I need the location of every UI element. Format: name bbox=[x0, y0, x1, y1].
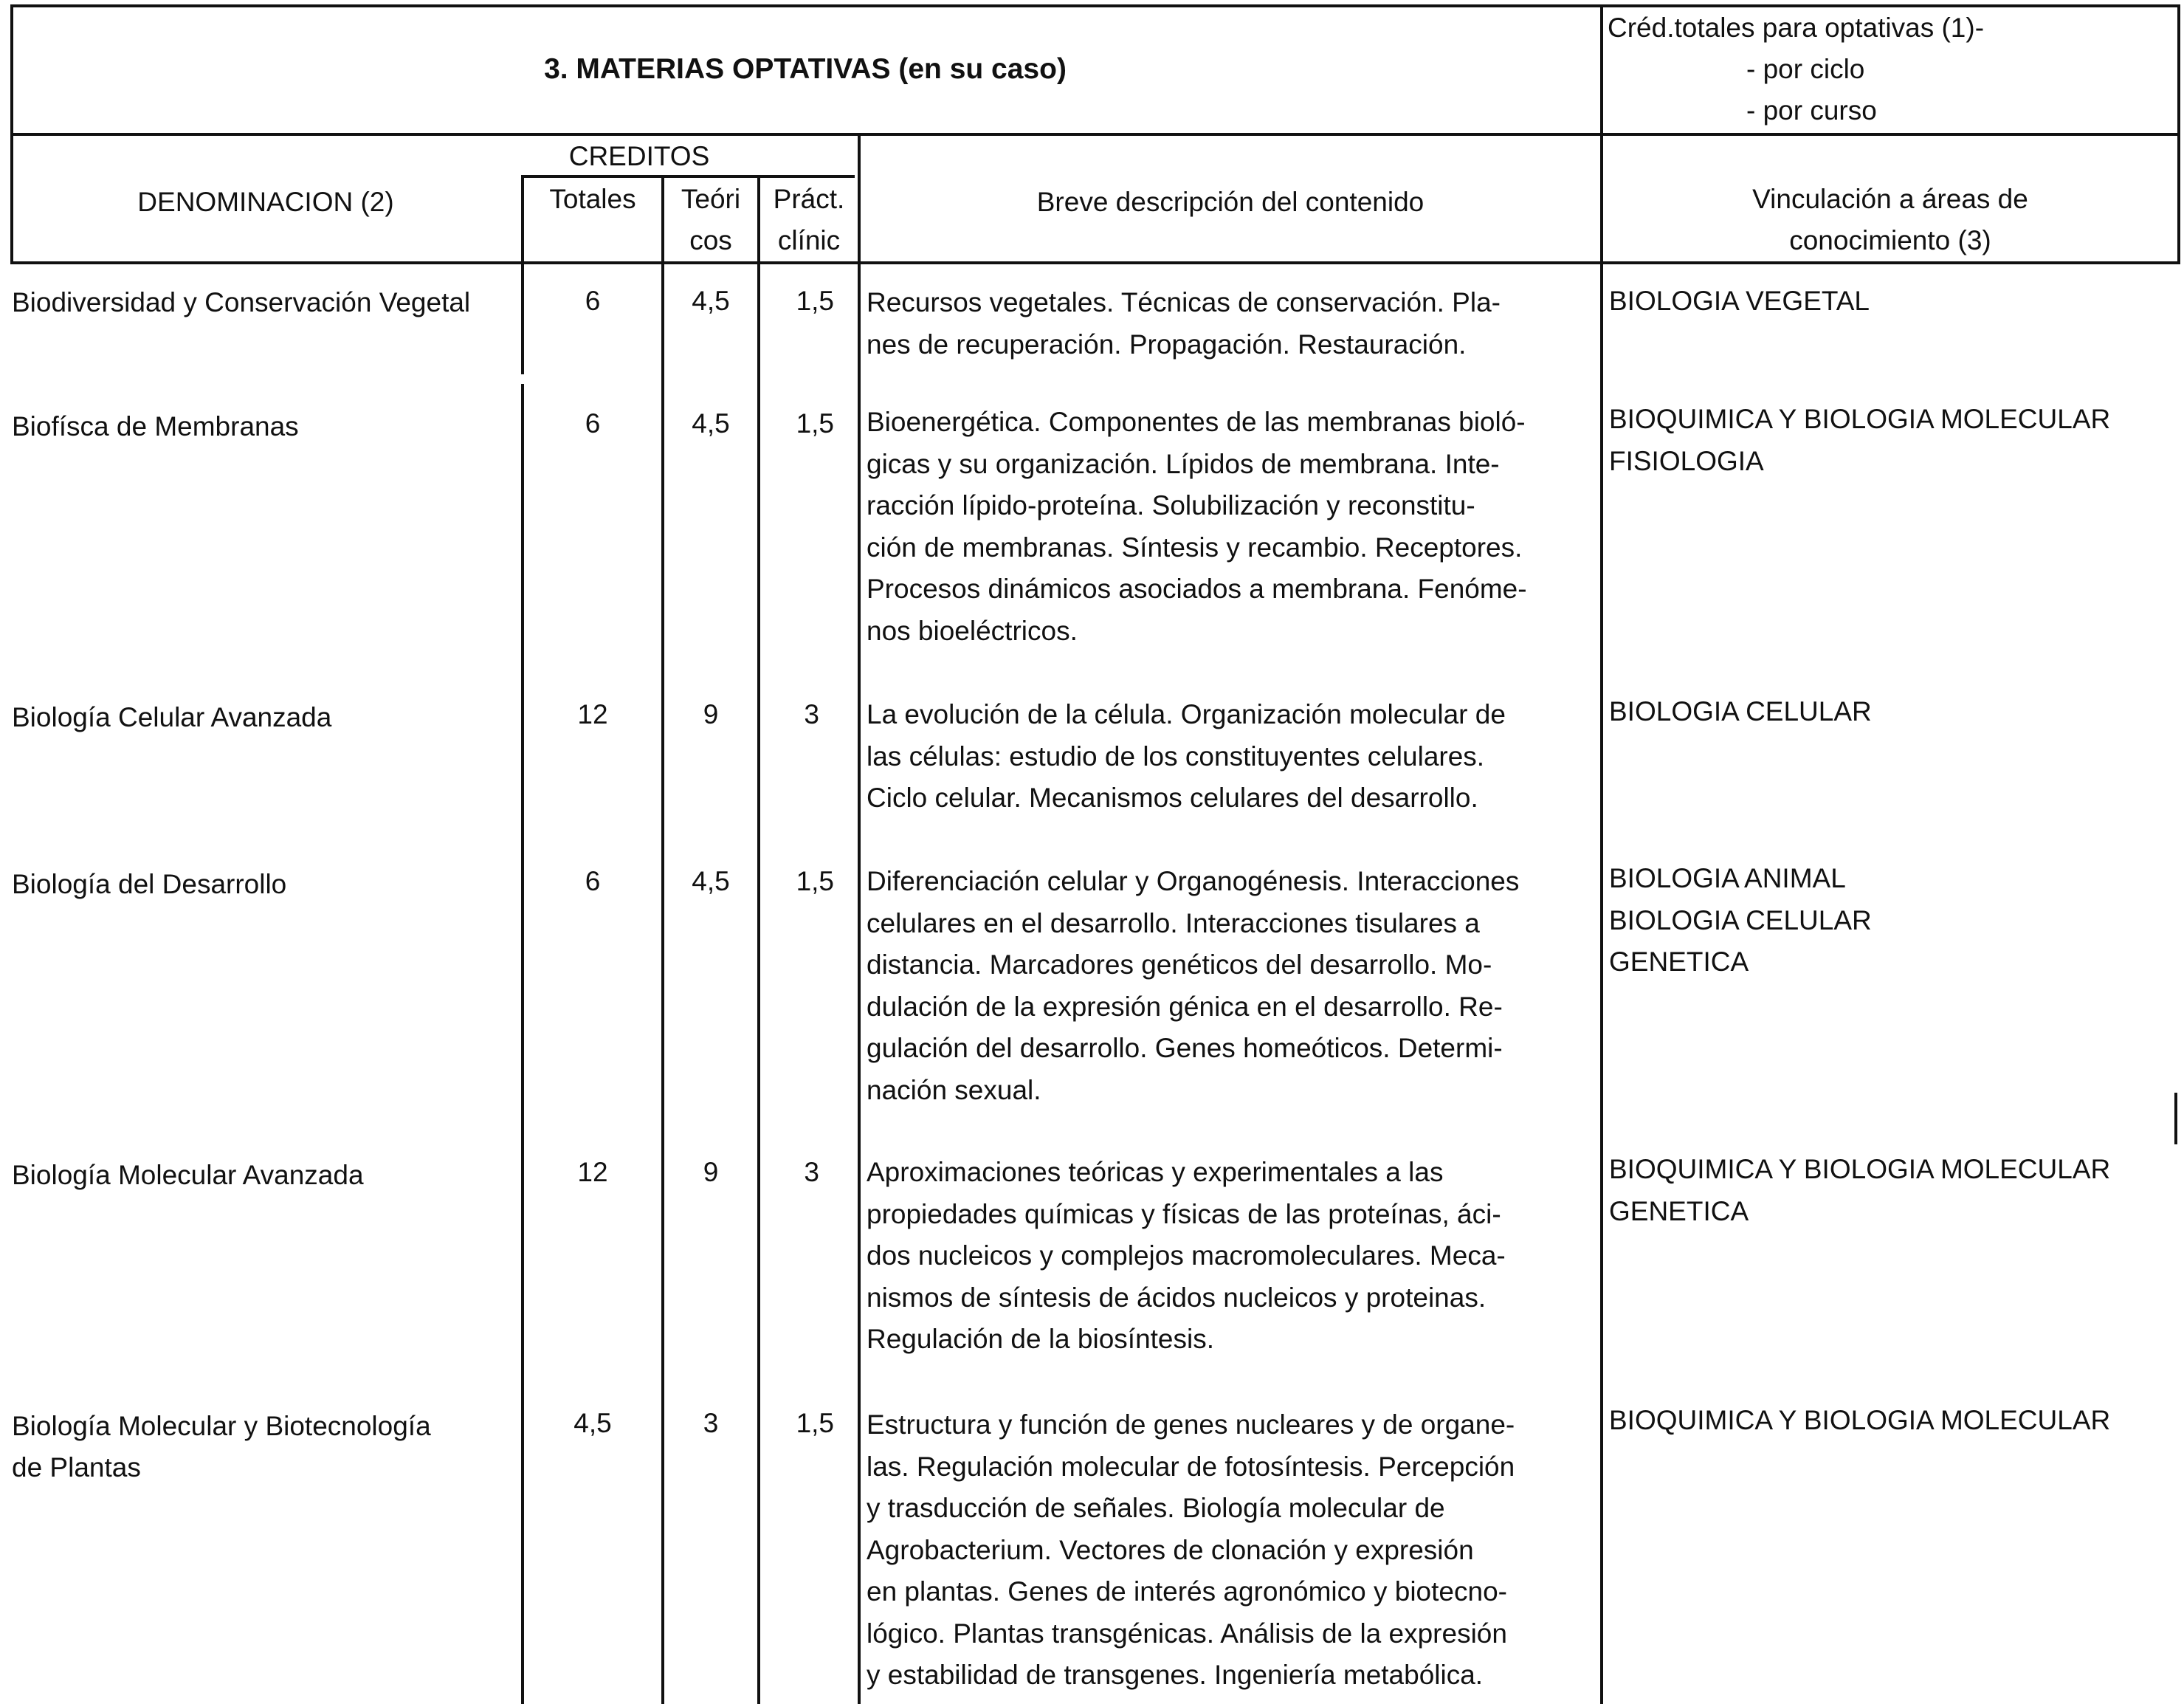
description-line: dos nucleicos y complejos macromoleculares. Meca- bbox=[867, 1240, 1506, 1271]
row-teoricos: 4,5 bbox=[692, 408, 730, 439]
col-totales-divider-lower bbox=[521, 384, 524, 1704]
por-ciclo-label: - por ciclo bbox=[1746, 54, 1865, 84]
description-line: propiedades químicas y físicas de las proteínas, áci- bbox=[867, 1198, 1501, 1229]
area-line: BIOLOGIA ANIMAL bbox=[1609, 863, 1846, 893]
area-line: FISIOLOGIA bbox=[1609, 445, 1764, 476]
description-line: y estabilidad de transgenes. Ingeniería metabólica. bbox=[867, 1660, 1484, 1690]
area-line: GENETICA bbox=[1609, 1195, 1749, 1226]
col-header-practicos-1: Práct. bbox=[773, 184, 845, 214]
description-line: Ciclo celular. Mecanismos celulares del desarrollo. bbox=[867, 783, 1478, 813]
row-practicos: 1,5 bbox=[796, 408, 834, 439]
description-line: gulación del desarrollo. Genes homeóticos. Determi- bbox=[867, 1033, 1503, 1063]
row-teoricos: 4,5 bbox=[692, 286, 730, 316]
description-line: nos bioeléctricos. bbox=[867, 615, 1078, 646]
area-line: BIOLOGIA CELULAR bbox=[1609, 696, 1872, 726]
col-header-creditos: CREDITOS bbox=[568, 141, 710, 171]
description-line: y trasducción de señales. Biología molecular de bbox=[867, 1493, 1445, 1523]
row-totales: 12 bbox=[577, 1157, 608, 1187]
description-line: distancia. Marcadores genéticos del desarrollo. Mo- bbox=[867, 949, 1492, 980]
row-areas bbox=[1609, 858, 1872, 983]
row-practicos: 3 bbox=[804, 1157, 819, 1187]
area-line: BIOLOGIA CELULAR bbox=[1609, 904, 1872, 935]
table-border-right bbox=[2177, 4, 2180, 261]
row-practicos: 3 bbox=[804, 699, 819, 729]
row-description bbox=[867, 402, 1582, 652]
area-line: BIOQUIMICA Y BIOLOGIA MOLECULAR bbox=[1609, 404, 2111, 434]
row-description bbox=[867, 1152, 1582, 1361]
col-header-vinculacion-1: Vinculación a áreas de bbox=[1752, 184, 2028, 214]
row-areas bbox=[1609, 1400, 2110, 1442]
por-curso-label: - por curso bbox=[1746, 95, 1877, 126]
cred-totales-label: Créd.totales para optativas (1)- bbox=[1608, 13, 1985, 43]
description-line: Procesos dinámicos asociados a membrana. Fenóme- bbox=[867, 574, 1527, 604]
page-title: 3. MATERIAS OPTATIVAS (en su caso) bbox=[544, 53, 1067, 85]
description-line: dulación de la expresión génica en el desarrollo. Re- bbox=[867, 991, 1503, 1022]
row-name: Biología del Desarrollo bbox=[12, 869, 287, 899]
row-totales: 6 bbox=[585, 286, 601, 316]
row-description bbox=[867, 694, 1582, 820]
description-line: celulares en el desarrollo. Interacciones tisulares a bbox=[867, 907, 1480, 938]
row-practicos: 1,5 bbox=[796, 1408, 834, 1438]
description-line: las células: estudio de los constituyentes celulares. bbox=[867, 741, 1485, 772]
row-teoricos: 4,5 bbox=[692, 866, 730, 896]
row-description bbox=[867, 1404, 1582, 1697]
col-header-denominacion: DENOMINACION (2) bbox=[137, 187, 394, 217]
description-line: lógico. Plantas transgénicas. Análisis de la expresión bbox=[867, 1618, 1507, 1649]
row-totales: 4,5 bbox=[573, 1408, 612, 1438]
description-line: nes de recuperación. Propagación. Restauración. bbox=[867, 329, 1467, 360]
row-practicos: 1,5 bbox=[796, 286, 834, 316]
area-line: BIOLOGIA VEGETAL bbox=[1609, 286, 1870, 316]
row-areas bbox=[1609, 399, 2110, 482]
description-line: Regulación de la biosíntesis. bbox=[867, 1324, 1215, 1354]
row-totales: 12 bbox=[577, 699, 608, 729]
description-line: Recursos vegetales. Técnicas de conservación. Pla- bbox=[867, 287, 1501, 317]
description-line: racción lípido-proteína. Solubilización y reconstitu- bbox=[867, 490, 1475, 521]
description-line: en plantas. Genes de interés agronómico y biotecno- bbox=[867, 1576, 1507, 1607]
row-teoricos: 9 bbox=[703, 1157, 719, 1187]
row-teoricos: 9 bbox=[703, 699, 719, 729]
header-divider bbox=[10, 133, 2180, 136]
row-totales: 6 bbox=[585, 866, 601, 896]
description-line: Agrobacterium. Vectores de clonación y expresión bbox=[867, 1534, 1474, 1565]
description-line: La evolución de la célula. Organización molecular de bbox=[867, 699, 1506, 729]
row-teoricos: 3 bbox=[703, 1408, 719, 1438]
row-description bbox=[867, 282, 1582, 365]
row-areas bbox=[1609, 1149, 2110, 1232]
area-line: BIOQUIMICA Y BIOLOGIA MOLECULAR bbox=[1609, 1154, 2111, 1184]
col-descripcion-divider bbox=[858, 133, 861, 1704]
row-name: Biología Celular Avanzada bbox=[12, 702, 332, 732]
area-line: BIOQUIMICA Y BIOLOGIA MOLECULAR bbox=[1609, 1405, 2111, 1435]
description-line: nismos de síntesis de ácidos nucleicos y proteinas. bbox=[867, 1282, 1487, 1313]
row-name: Biología Molecular Avanzada bbox=[12, 1160, 364, 1190]
row-totales: 6 bbox=[585, 408, 601, 439]
description-line: Bioenergética. Componentes de las membranas bioló- bbox=[867, 407, 1526, 437]
col-header-practicos-2: clínic bbox=[777, 225, 841, 255]
description-line: Estructura y función de genes nucleares y de organe- bbox=[867, 1409, 1515, 1440]
description-line: Aproximaciones teóricas y experimentales a las bbox=[867, 1157, 1444, 1187]
col-header-totales: Totales bbox=[549, 184, 636, 214]
row-description bbox=[867, 861, 1582, 1111]
col-header-vinculacion-2: conocimiento (3) bbox=[1789, 225, 1991, 255]
description-line: las. Regulación molecular de fotosíntesis. Percepción bbox=[867, 1451, 1515, 1482]
col-header-teoricos-2: cos bbox=[689, 225, 732, 255]
description-line: Diferenciación celular y Organogénesis. Interacciones bbox=[867, 866, 1520, 896]
row-areas bbox=[1609, 281, 1870, 323]
col-header-descripcion: Breve descripción del contenido bbox=[1036, 187, 1425, 217]
description-line: gicas y su organización. Lípidos de membrana. Inte- bbox=[867, 448, 1500, 479]
row-name-line2: de Plantas bbox=[12, 1452, 141, 1483]
columns-header-divider bbox=[10, 261, 2180, 264]
description-line: nación sexual. bbox=[867, 1074, 1041, 1105]
col-header-teoricos-1: Teóri bbox=[681, 184, 741, 214]
row-practicos: 1,5 bbox=[796, 866, 834, 896]
row-name: Biodiversidad y Conservación Vegetal bbox=[12, 287, 471, 317]
row-name: Biofísca de Membranas bbox=[12, 411, 299, 442]
description-line: ción de membranas. Síntesis y recambio. Receptores. bbox=[867, 532, 1523, 563]
table-border-right-lower bbox=[2174, 1093, 2177, 1144]
row-name: Biología Molecular y Biotecnología bbox=[12, 1411, 431, 1441]
area-line: GENETICA bbox=[1609, 947, 1749, 977]
row-areas bbox=[1609, 691, 1872, 733]
